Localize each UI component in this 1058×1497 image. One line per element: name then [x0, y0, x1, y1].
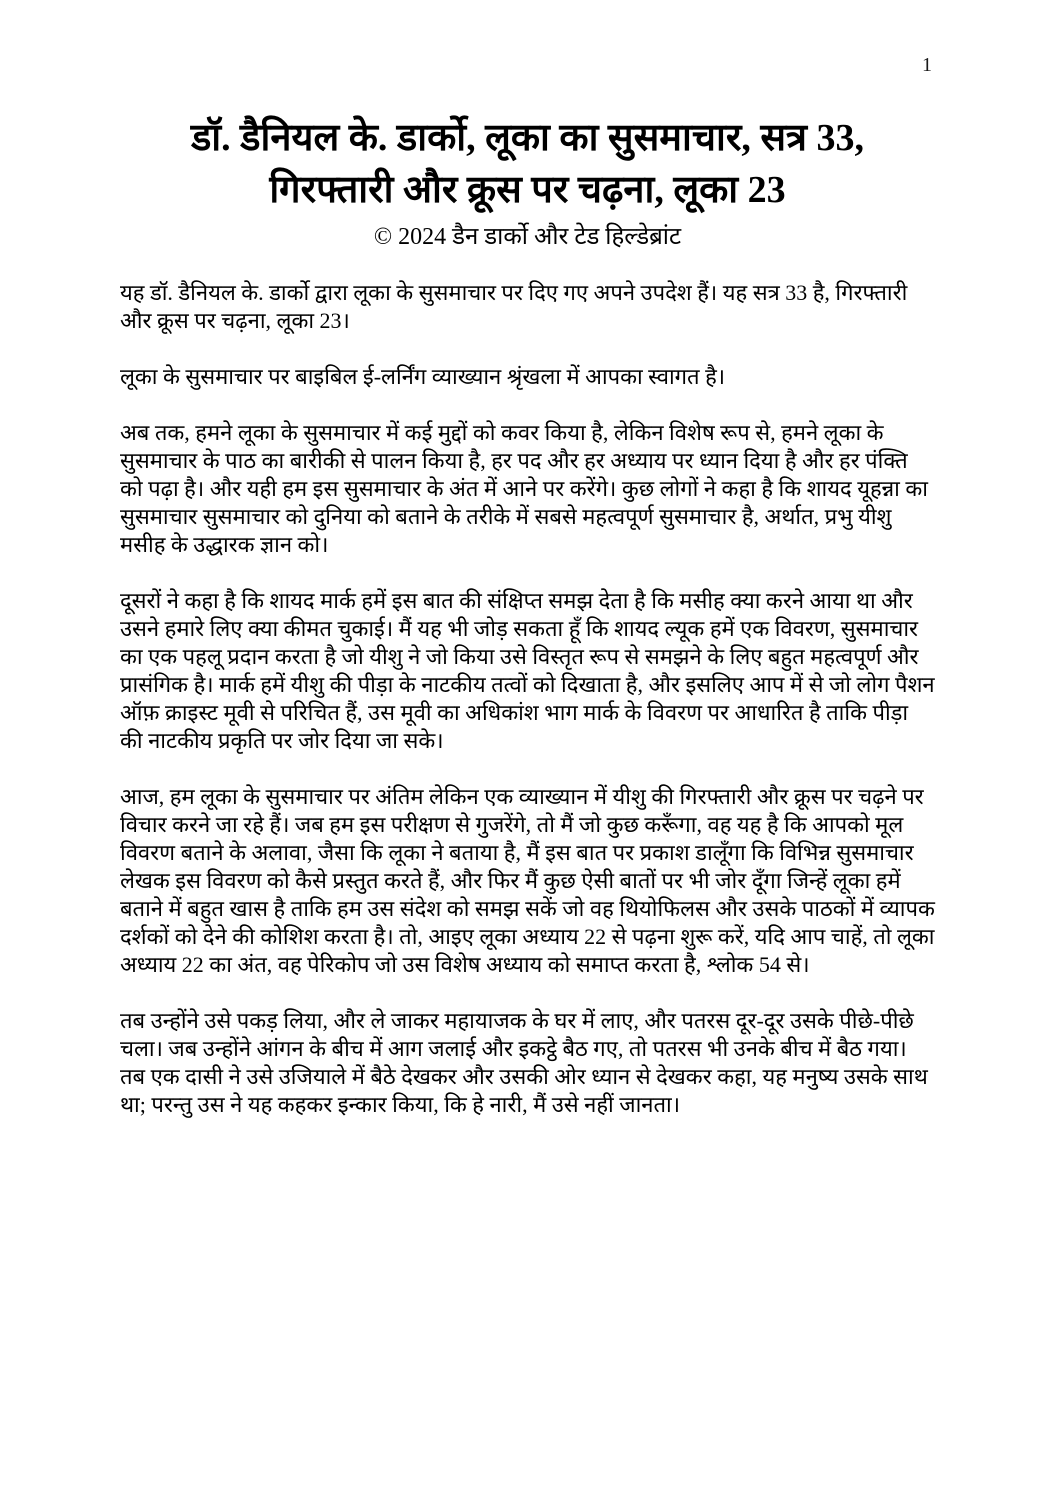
paragraph-intro: यह डॉ. डैनियल के. डार्को द्वारा लूका के सुसमाचार पर दिए गए अपने उपदेश हैं। यह सत्र 33 है, गिरफ्तारी और क्रूस पर चढ़ना, लूका 23। — [120, 279, 908, 333]
paragraph-welcome: लूका के सुसमाचार पर बाइबिल ई-लर्निंग व्याख्यान श्रृंखला में आपका स्वागत है। — [120, 363, 726, 389]
title-line-2: गिरफ्तारी और क्रूस पर चढ़ना, लूका 23 — [269, 169, 786, 212]
document-title — [120, 112, 935, 217]
paragraph: आज, हम लूका के सुसमाचार पर अंतिम लेकिन एक व्याख्यान में यीशु की गिरफ्तारी और क्रूस पर चढ़ने पर विचार करने जा रहे हैं। जब हम इस परीक्षण से गुजरेंगे, तो मैं जो कुछ करूँगा, वह यह है कि आपको मूल विवरण बताने के अलावा, जैसा कि लूका ने बताया है, मैं इस बात पर प्रकाश डालूँगा कि विभिन्न सुसमाचार लेखक इस विवरण को कैसे प्रस्तुत करते हैं, और फिर मैं कुछ ऐसी बातों पर भी जोर दूँगा जिन्हें लूका हमें बताने में बहुत खास है ताकि हम उस संदेश को समझ सकें जो वह थियोफिलस और उसके पाठकों में व्यापक दर्शकों को देने की कोशिश करता है। तो, आइए लूका अध्याय 22 से पढ़ना शुरू करें, यदि आप चाहें, तो लूका अध्याय 22 का अंत, वह पेरिकोप जो उस विशेष अध्याय को समाप्त करता है, श्लोक 54 से। — [120, 783, 935, 977]
page-number: 1 — [922, 54, 932, 76]
paragraph-scripture-quote: तब उन्होंने उसे पकड़ लिया, और ले जाकर महायाजक के घर में लाए, और पतरस दूर-दूर उसके पीछे-पीछे चला। जब उन्होंने आंगन के बीच में आग जलाई और इकट्ठे बैठ गए, तो पतरस भी उनके बीच में बैठ गया। तब एक दासी ने उसे उजियाले में बैठे देखकर और उसकी ओर ध्यान से देखकर कहा, यह मनुष्य उसके साथ था; परन्तु उस ने यह कहकर इन्कार किया, कि हे नारी, मैं उसे नहीं जानता। — [120, 1007, 928, 1117]
paragraph: दूसरों ने कहा है कि शायद मार्क हमें इस बात की संक्षिप्त समझ देता है कि मसीह क्या करने आया था और उसने हमारे लिए क्या कीमत चुकाई। मैं यह भी जोड़ सकता हूँ कि शायद ल्यूक हमें एक विवरण, सुसमाचार का एक पहलू प्रदान करता है जो यीशु ने जो किया उसे विस्तृत रूप से समझने के लिए बहुत महत्वपूर्ण और प्रासंगिक है। मार्क हमें यीशु की पीड़ा के नाटकीय तत्वों को दिखाता है, और इसलिए आप में से जो लोग पैशन ऑफ़ क्राइस्ट मूवी से परिचित हैं, उस मूवी का अधिकांश भाग मार्क के विवरण पर आधारित है ताकि पीड़ा की नाटकीय प्रकृति पर जोर दिया जा सके। — [120, 587, 935, 753]
title-line-1: डॉ. डैनियल के. डार्को, लूका का सुसमाचार, सत्र 33, — [190, 117, 865, 159]
document-body — [120, 279, 935, 1119]
paragraph: अब तक, हमने लूका के सुसमाचार में कई मुद्दों को कवर किया है, लेकिन विशेष रूप से, हमने लूका के सुसमाचार के पाठ का बारीकी से पालन किया है, हर पद और हर अध्याय पर ध्यान दिया है और हर पंक्ति को पढ़ा है। और यही हम इस सुसमाचार के अंत में आने पर करेंगे। कुछ लोगों ने कहा है कि शायद यूहन्ना का सुसमाचार सुसमाचार को दुनिया को बताने के तरीके में सबसे महत्वपूर्ण सुसमाचार है, अर्थात, प्रभु यीशु मसीह के उद्धारक ज्ञान को। — [120, 419, 928, 557]
copyright-line: © 2024 डैन डार्को और टेड हिल्डेब्रांट — [373, 223, 682, 250]
